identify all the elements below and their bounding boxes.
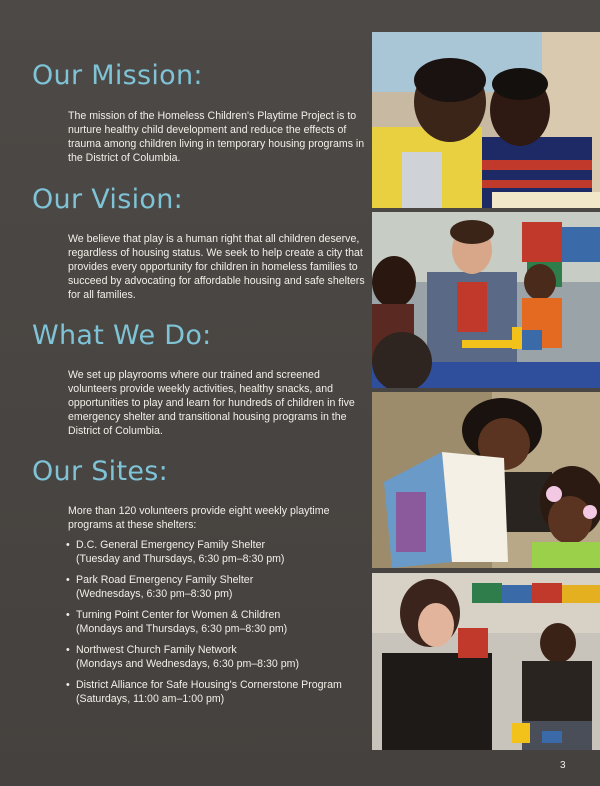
bullet-icon: •	[66, 644, 70, 656]
photo-boys-reading-image	[372, 32, 600, 208]
photo-woman-child	[372, 573, 600, 750]
site-hours: (Mondays and Wednesdays, 6:30 pm–8:30 pm)	[76, 658, 299, 670]
photo-woman-child-image	[372, 573, 600, 750]
bullet-icon: •	[66, 609, 70, 621]
photo-girls-book-image	[372, 392, 600, 568]
site-item	[66, 608, 366, 636]
bullet-icon: •	[66, 574, 70, 586]
bullet-icon: •	[66, 539, 70, 551]
site-item	[66, 538, 366, 566]
sites-list	[66, 538, 366, 713]
page-number: 3	[560, 760, 566, 771]
site-name: Turning Point Center for Women & Children	[76, 609, 281, 621]
sites-heading: Our Sites:	[32, 456, 169, 487]
vision-text: We believe that play is a human right that all children deserve, regardless of housing status. We seek to help create a city that provides every opportunity for children in homeless families to succeed by advocating for affordable housing and safe shelters for all families.	[68, 233, 365, 301]
what-we-do-text: We set up playrooms where our trained and screened volunteers provide weekly activities, healthy snacks, and opportunities to play and learn for hundreds of children in five emergency shelter and transitional housing programs in the District of Columbia.	[68, 369, 355, 437]
site-item	[66, 643, 366, 671]
photo-girls-book	[372, 392, 600, 568]
photo-boys-reading	[372, 32, 600, 208]
site-hours: (Wednesdays, 6:30 pm–8:30 pm)	[76, 588, 233, 600]
site-name: District Alliance for Safe Housing's Cornerstone Program	[76, 679, 342, 691]
vision-heading: Our Vision:	[32, 184, 184, 215]
mission-heading: Our Mission:	[32, 60, 203, 91]
site-hours: (Saturdays, 11:00 am–1:00 pm)	[76, 693, 225, 705]
mission-text: The mission of the Homeless Children's Playtime Project is to nurture healthy child development and reduce the effects of trauma among children living in temporary housing programs in the District of Columbia.	[68, 110, 365, 164]
photo-volunteer-toys-image	[372, 212, 600, 388]
photo-volunteer-toys	[372, 212, 600, 388]
site-hours: (Mondays and Thursdays, 6:30 pm–8:30 pm)	[76, 623, 288, 635]
site-item	[66, 573, 366, 601]
bullet-icon: •	[66, 679, 70, 691]
what-we-do-heading: What We Do:	[32, 320, 212, 351]
sites-intro: More than 120 volunteers provide eight weekly playtime programs at these shelters:	[68, 505, 330, 531]
site-name: Park Road Emergency Family Shelter	[76, 574, 254, 586]
site-name: D.C. General Emergency Family Shelter	[76, 539, 265, 551]
site-hours: (Tuesday and Thursdays, 6:30 pm–8:30 pm)	[76, 553, 285, 565]
site-item	[66, 678, 366, 706]
site-name: Northwest Church Family Network	[76, 644, 237, 656]
